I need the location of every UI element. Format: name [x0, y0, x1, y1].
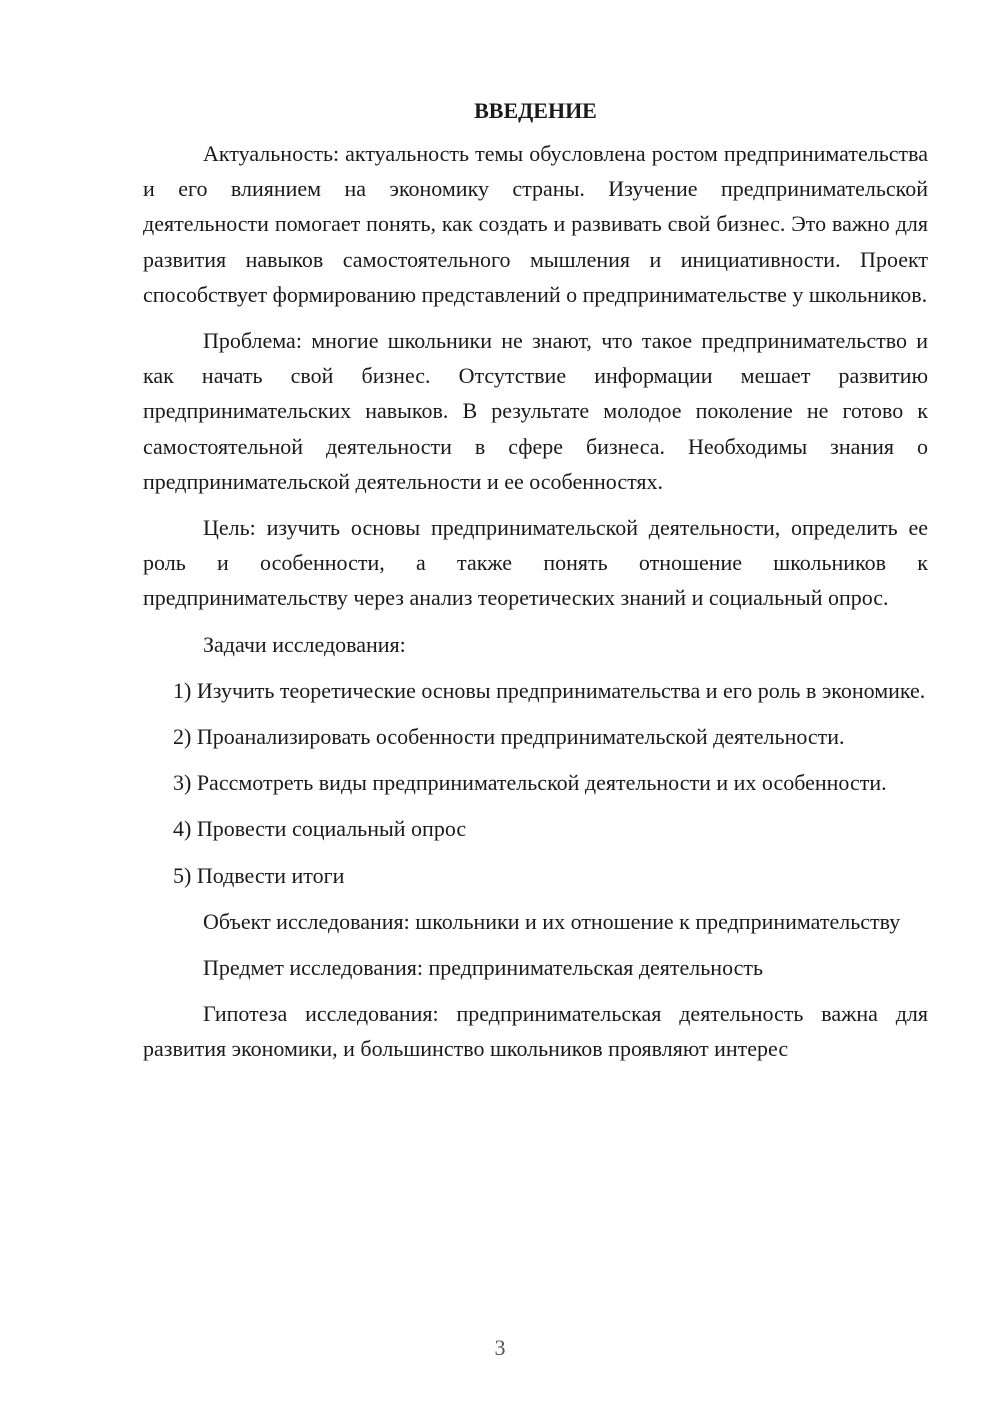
paragraph-subject: Предмет исследования: предпринимательская деятельность: [203, 955, 764, 981]
page-number: 3: [494, 1335, 506, 1360]
page-title: ВВЕДЕНИЕ: [474, 98, 597, 123]
paragraph-goal: Цель: изучить основы предпринимательской деятельности, определить ее роль и особенности, а также понять отношение школьников к предпринимательству через анализ теоретических знаний и социальный опрос.: [143, 515, 928, 611]
paragraph-tasks-heading: Задачи исследования:: [203, 631, 406, 657]
paragraph-problem: Проблема: многие школьники не знают, что такое предпринимательство и как начать свой бизнес. Отсутствие информации мешает развитию предпринимательских навыков. В результате молодое поколение не готово к самостоятельной деятельности в сфере бизнеса. Необходимы знания о предпринимательской деятельности и ее особенностях.: [143, 328, 928, 494]
paragraph-relevance: Актуальность: актуальность темы обусловлена ростом предпринимательства и его влиянием на экономику страны. Изучение предпринимательской деятельности помогает понять, как создать и развивать свой бизнес. Это важно для развития навыков самостоятельного мышления и инициативности. Проект способствует формированию представлений о предпринимательстве у школьников.: [143, 141, 928, 307]
task-item-1: 1) Изучить теоретические основы предпринимательства и его роль в экономике.: [173, 677, 926, 703]
paragraph-hypothesis: Гипотеза исследования: предпринимательская деятельность важна для развития экономики, и большинство школьников проявляют интерес: [143, 1001, 928, 1062]
document-page: [143, 96, 928, 1078]
task-item-3: 3) Рассмотреть виды предпринимательской деятельности и их особенности.: [173, 770, 887, 796]
paragraph-object: Объект исследования: школьники и их отношение к предпринимательству: [203, 908, 901, 934]
task-item-5: 5) Подвести итоги: [173, 862, 345, 888]
task-item-2: 2) Проанализировать особенности предпринимательской деятельности.: [173, 724, 845, 750]
task-item-4: 4) Провести социальный опрос: [173, 816, 467, 842]
